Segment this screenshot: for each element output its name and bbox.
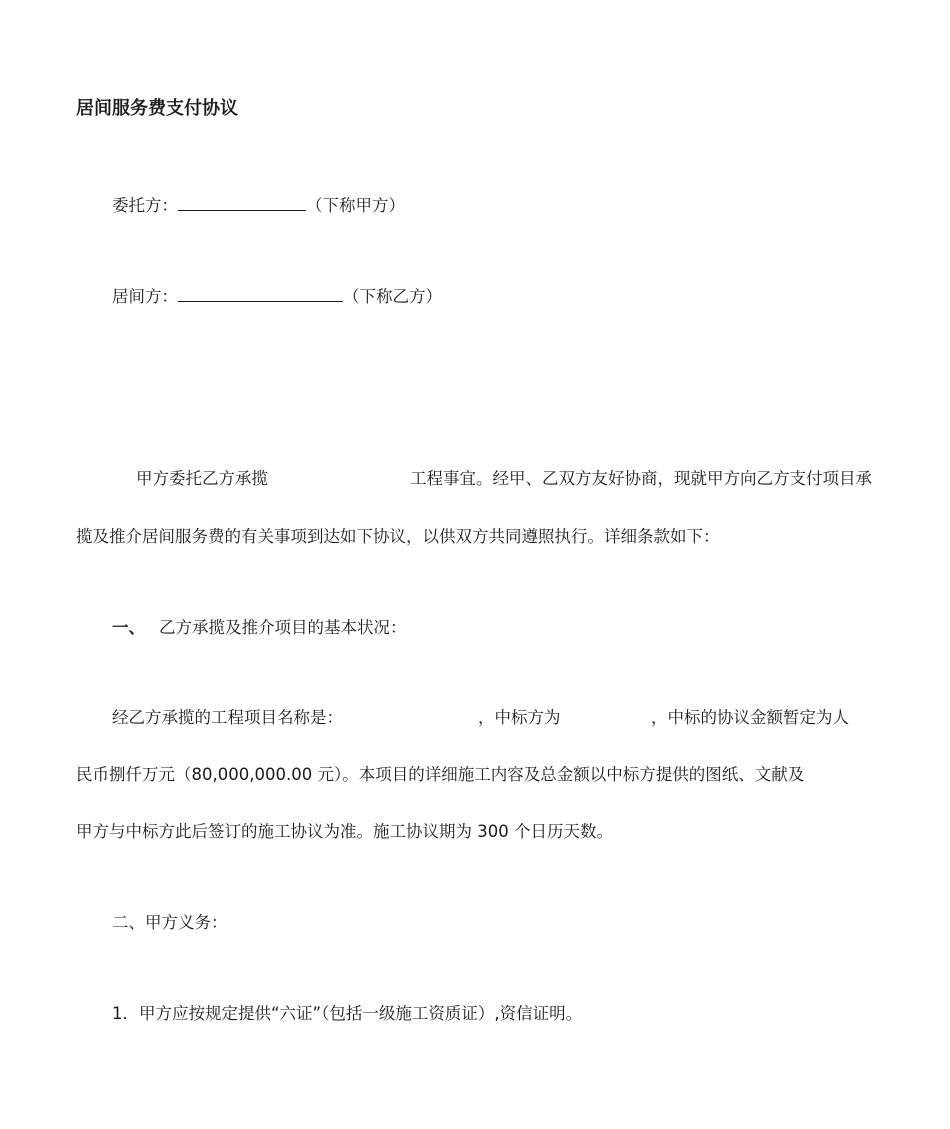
section2-item-1: 1．甲方应按规定提供“六证”（包括一级施工资质证）,资信证明。 bbox=[112, 1004, 583, 1023]
client-label: 委托方： bbox=[112, 196, 178, 215]
intro-line-1 bbox=[136, 468, 872, 490]
section1-heading bbox=[112, 617, 407, 639]
client-blank bbox=[178, 196, 306, 211]
section2-heading: 二、甲方义务： bbox=[112, 913, 228, 932]
s1-text-a: 经乙方承揽的工程项目名称是： bbox=[112, 708, 343, 727]
section1-para-line2: 民币捌仟万元（80,000,000.00 元）。本项目的详细施工内容及总金额以中标方提供的图纸、文献及 bbox=[76, 765, 805, 784]
intro-part2: 工程事宜。经甲、乙双方友好协商，现就甲方向乙方支付项目承 bbox=[410, 469, 872, 488]
document-title: 居间服务费支付协议 bbox=[76, 98, 238, 119]
section1-title: 乙方承揽及推介项目的基本状况： bbox=[159, 618, 407, 637]
agent-label: 居间方： bbox=[112, 287, 178, 306]
s1-text-c: ，中标的协议金额暂定为人 bbox=[651, 708, 849, 727]
agent-line bbox=[112, 286, 442, 308]
section1-number: 一、 bbox=[112, 618, 145, 637]
client-suffix: （下称甲方） bbox=[306, 196, 405, 215]
s1-text-b: ，中标方为 bbox=[478, 708, 561, 727]
agent-suffix: （下称乙方） bbox=[343, 287, 442, 306]
section1-para-line3: 甲方与中标方此后签订的施工协议为准。施工协议期为 300 个日历天数。 bbox=[76, 822, 613, 841]
intro-line-2: 揽及推介居间服务费的有关事项到达如下协议，以供双方共同遵照执行。详细条款如下： bbox=[76, 527, 720, 546]
intro-part1: 甲方委托乙方承揽 bbox=[136, 469, 268, 488]
agent-blank bbox=[178, 287, 343, 302]
section1-para-line1 bbox=[112, 707, 872, 729]
client-line bbox=[112, 195, 405, 217]
